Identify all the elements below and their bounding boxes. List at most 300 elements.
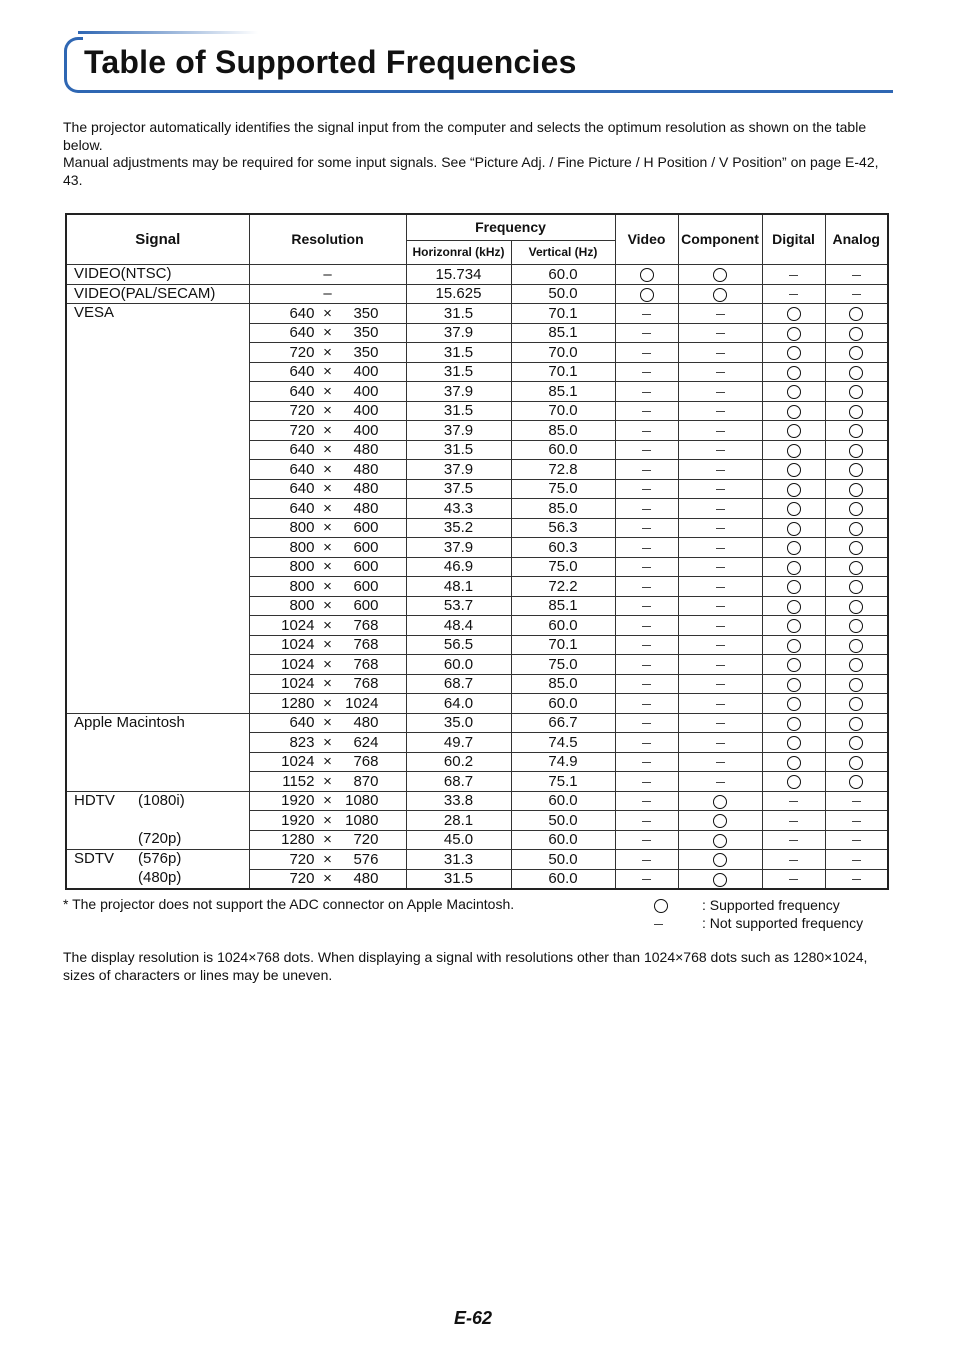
resolution-width: 640 [289,441,315,459]
digital-cell [762,694,825,714]
supported-circle-icon [787,600,801,614]
analog-cell [825,811,888,831]
not-supported-dash-icon [642,431,651,432]
resolution-width: 800 [289,538,315,556]
video-cell [615,791,678,811]
component-cell [678,304,762,324]
legend-not-supported-label: : Not supported frequency [702,915,864,931]
supported-circle-icon [787,717,801,731]
supported-circle-icon [787,444,801,458]
vertical-freq-cell: 75.1 [511,772,615,792]
horizontal-freq-cell: 33.8 [406,791,511,811]
resolution-cell [249,401,406,421]
digital-cell [762,811,825,831]
header-video: Video [615,214,678,265]
resolution-height: 480 [353,480,379,498]
resolution-height: 600 [353,577,379,595]
video-cell [615,694,678,714]
resolution-width: 1024 [281,675,315,693]
resolution-height: 400 [353,421,379,439]
video-cell [615,674,678,694]
resolution-width: 640 [289,382,315,400]
resolution-height: 1024 [345,694,379,712]
times-sign: × [323,831,332,849]
supported-circle-icon [640,268,654,282]
resolution-cell [249,362,406,382]
supported-circle-icon [849,658,863,672]
resolution-height: 350 [353,343,379,361]
vertical-freq-cell: 85.0 [511,499,615,519]
not-supported-dash-icon [642,645,651,646]
not-supported-dash-icon [642,626,651,627]
supported-circle-icon [713,795,727,809]
times-sign: × [323,343,332,361]
video-cell [615,538,678,558]
vertical-freq-cell: 74.9 [511,752,615,772]
intro-text [63,119,893,189]
supported-circle-icon [787,424,801,438]
digital-cell [762,635,825,655]
vertical-freq-cell: 70.1 [511,304,615,324]
not-supported-dash-icon [642,782,651,783]
resolution-height: 400 [353,402,379,420]
not-supported-dash-icon [716,528,725,529]
title-frame-left-border [64,37,83,93]
analog-cell [825,557,888,577]
legend-circle-icon [650,896,702,914]
analog-cell [825,772,888,792]
component-cell [678,752,762,772]
resolution-cell [249,421,406,441]
digital-cell [762,382,825,402]
component-cell [678,655,762,675]
vertical-freq-cell: 60.3 [511,538,615,558]
video-cell [615,811,678,831]
digital-cell [762,869,825,889]
not-supported-dash-icon [642,704,651,705]
video-cell [615,479,678,499]
vertical-freq-cell: 70.1 [511,635,615,655]
times-sign: × [323,811,332,829]
supported-circle-icon [787,327,801,341]
resolution-height: 350 [353,324,379,342]
horizontal-freq-cell: 48.1 [406,577,511,597]
digital-cell [762,362,825,382]
not-supported-dash-icon [642,450,651,451]
not-supported-dash-icon [642,372,651,373]
analog-cell [825,713,888,733]
supported-circle-icon [787,483,801,497]
horizontal-freq-cell: 31.5 [406,304,511,324]
horizontal-freq-cell: 31.5 [406,343,511,363]
analog-cell [825,323,888,343]
not-supported-dash-icon [716,392,725,393]
component-cell [678,850,762,870]
resolution-dash: – [323,285,332,303]
resolution-cell [249,343,406,363]
not-supported-dash-icon [642,392,651,393]
vertical-freq-cell: 85.0 [511,421,615,441]
not-supported-dash-icon [716,704,725,705]
resolution-height: 480 [353,870,379,888]
analog-cell [825,694,888,714]
supported-circle-icon [713,268,727,282]
horizontal-freq-cell: 37.9 [406,538,511,558]
analog-cell [825,479,888,499]
times-sign: × [323,499,332,517]
not-supported-dash-icon [716,782,725,783]
analog-cell [825,850,888,870]
analog-cell [825,401,888,421]
horizontal-freq-cell: 35.0 [406,713,511,733]
resolution-height: 600 [353,519,379,537]
vertical-freq-cell: 66.7 [511,713,615,733]
table-row [66,791,888,811]
not-supported-dash-icon [642,587,651,588]
video-cell [615,733,678,753]
vertical-freq-cell: 60.0 [511,265,615,285]
supported-circle-icon [849,717,863,731]
signal-label: SDTV [74,850,115,867]
supported-circle-icon [849,775,863,789]
analog-cell [825,421,888,441]
component-cell [678,577,762,597]
title-frame-top-border [78,31,258,34]
resolution-cell [249,440,406,460]
not-supported-dash-icon [789,275,798,276]
digital-cell [762,557,825,577]
digital-cell [762,304,825,324]
resolution-width: 720 [289,870,315,888]
analog-cell [825,538,888,558]
signal-cell [66,265,249,285]
horizontal-freq-cell: 53.7 [406,596,511,616]
resolution-height: 1080 [345,792,379,810]
times-sign: × [323,733,332,751]
digital-cell [762,538,825,558]
times-sign: × [323,850,332,868]
times-sign: × [323,714,332,732]
component-cell [678,382,762,402]
times-sign: × [323,577,332,595]
resolution-cell [249,323,406,343]
header-vertical: Vertical (Hz) [511,241,615,265]
vertical-freq-cell: 74.5 [511,733,615,753]
digital-cell [762,323,825,343]
video-cell [615,752,678,772]
not-supported-dash-icon [716,567,725,568]
component-cell [678,401,762,421]
supported-circle-icon [787,541,801,555]
supported-circle-icon [849,561,863,575]
digital-cell [762,752,825,772]
legend-supported [650,896,863,914]
signal-cell [66,850,249,870]
not-supported-dash-icon [716,684,725,685]
analog-cell [825,791,888,811]
supported-circle-icon [849,483,863,497]
resolution-width: 640 [289,714,315,732]
resolution-width: 1280 [281,831,315,849]
supported-circle-icon [849,678,863,692]
not-supported-dash-icon [642,840,651,841]
vertical-freq-cell: 75.0 [511,479,615,499]
resolution-cell [249,538,406,558]
resolution-width: 720 [289,421,315,439]
signal-cell [66,713,249,791]
not-supported-dash-icon [716,333,725,334]
legend-supported-label: : Supported frequency [702,897,840,913]
horizontal-freq-cell: 68.7 [406,772,511,792]
video-cell [615,557,678,577]
video-cell [615,635,678,655]
not-supported-dash-icon [642,723,651,724]
resolution-cell [249,694,406,714]
resolution-cell [249,811,406,831]
not-supported-dash-icon [716,431,725,432]
resolution-height: 480 [353,460,379,478]
not-supported-dash-icon [642,821,651,822]
resolution-height: 870 [353,772,379,790]
analog-cell [825,499,888,519]
component-cell [678,830,762,850]
component-cell [678,440,762,460]
component-cell [678,284,762,304]
video-cell [615,343,678,363]
resolution-width: 800 [289,558,315,576]
resolution-width: 640 [289,480,315,498]
not-supported-dash-icon [642,548,651,549]
not-supported-dash-icon [642,684,651,685]
supported-circle-icon [640,288,654,302]
not-supported-dash-icon [716,489,725,490]
not-supported-dash-icon [852,879,861,880]
component-cell [678,323,762,343]
analog-cell [825,460,888,480]
vertical-freq-cell: 60.0 [511,616,615,636]
table-row [66,850,888,870]
supported-circle-icon [849,619,863,633]
component-cell [678,499,762,519]
not-supported-dash-icon [716,314,725,315]
resolution-cell [249,499,406,519]
vertical-freq-cell: 56.3 [511,518,615,538]
supported-circle-icon [787,697,801,711]
times-sign: × [323,616,332,634]
not-supported-dash-icon [716,665,725,666]
resolution-cell [249,655,406,675]
resolution-height: 480 [353,714,379,732]
times-sign: × [323,870,332,888]
resolution-height: 1080 [345,811,379,829]
not-supported-dash-icon [716,587,725,588]
component-cell [678,265,762,285]
not-supported-dash-icon [642,353,651,354]
table-body [66,265,888,890]
header-analog: Analog [825,214,888,265]
component-cell [678,694,762,714]
component-cell [678,674,762,694]
video-cell [615,616,678,636]
table-row [66,304,888,324]
horizontal-freq-cell: 48.4 [406,616,511,636]
vertical-freq-cell: 60.0 [511,694,615,714]
resolution-cell [249,772,406,792]
horizontal-freq-cell: 35.2 [406,518,511,538]
resolution-width: 1024 [281,753,315,771]
analog-cell [825,382,888,402]
video-cell [615,382,678,402]
resolution-height: 768 [353,636,379,654]
supported-circle-icon [713,834,727,848]
not-supported-dash-icon [642,314,651,315]
vertical-freq-cell: 70.0 [511,401,615,421]
resolution-height: 600 [353,558,379,576]
horizontal-freq-cell: 64.0 [406,694,511,714]
resolution-width: 1152 [282,772,315,790]
vertical-freq-cell: 85.0 [511,674,615,694]
video-cell [615,596,678,616]
digital-cell [762,518,825,538]
digital-cell [762,284,825,304]
resolution-cell [249,304,406,324]
supported-circle-icon [787,756,801,770]
analog-cell [825,869,888,889]
supported-circle-icon [787,502,801,516]
signal-cell [66,830,249,850]
resolution-cell [249,284,406,304]
signal-label: Apple Macintosh [74,713,185,731]
analog-cell [825,265,888,285]
horizontal-freq-cell: 56.5 [406,635,511,655]
supported-circle-icon [849,736,863,750]
not-supported-dash-icon [642,567,651,568]
supported-circle-icon [849,600,863,614]
supported-circle-icon [713,288,727,302]
resolution-height: 768 [353,616,379,634]
video-cell [615,460,678,480]
supported-circle-icon [849,327,863,341]
resolution-cell [249,674,406,694]
resolution-height: 768 [353,655,379,673]
horizontal-freq-cell: 31.5 [406,401,511,421]
resolution-width: 640 [289,460,315,478]
video-cell [615,655,678,675]
digital-cell [762,440,825,460]
times-sign: × [323,694,332,712]
not-supported-dash-icon [789,840,798,841]
header-component: Component [678,214,762,265]
times-sign: × [323,421,332,439]
video-cell [615,869,678,889]
vertical-freq-cell: 50.0 [511,284,615,304]
resolution-width: 1024 [281,616,315,634]
digital-cell [762,616,825,636]
resolution-cell [249,869,406,889]
supported-circle-icon [787,639,801,653]
supported-circle-icon [849,385,863,399]
resolution-width: 823 [289,733,315,751]
resolution-cell [249,577,406,597]
component-cell [678,343,762,363]
resolution-cell [249,382,406,402]
component-cell [678,557,762,577]
signal-cell [66,304,249,714]
horizontal-freq-cell: 60.2 [406,752,511,772]
not-supported-dash-icon [716,762,725,763]
resolution-cell [249,830,406,850]
component-cell [678,772,762,792]
digital-cell [762,674,825,694]
horizontal-freq-cell: 43.3 [406,499,511,519]
legend-dash-icon [650,914,702,932]
supported-circle-icon [787,736,801,750]
not-supported-dash-icon [642,470,651,471]
resolution-cell [249,518,406,538]
signal-cell [66,791,249,830]
signal-label: VESA [74,304,115,321]
horizontal-freq-cell: 46.9 [406,557,511,577]
not-supported-dash-icon [642,489,651,490]
analog-cell [825,674,888,694]
resolution-width: 1024 [281,655,315,673]
vertical-freq-cell: 72.8 [511,460,615,480]
header-frequency: Frequency [406,214,615,241]
table-row [66,869,888,889]
resolution-height: 400 [353,363,379,381]
resolution-width: 640 [289,324,315,342]
horizontal-freq-cell: 37.5 [406,479,511,499]
digital-cell [762,265,825,285]
video-cell [615,421,678,441]
not-supported-dash-icon [716,723,725,724]
supported-circle-icon [713,853,727,867]
video-cell [615,323,678,343]
horizontal-freq-cell: 49.7 [406,733,511,753]
times-sign: × [323,753,332,771]
resolution-cell [249,791,406,811]
supported-circle-icon [849,522,863,536]
vertical-freq-cell: 50.0 [511,850,615,870]
not-supported-dash-icon [642,801,651,802]
supported-circle-icon [787,405,801,419]
vertical-freq-cell: 85.1 [511,382,615,402]
video-cell [615,577,678,597]
supported-circle-icon [787,561,801,575]
page-number: E-62 [454,1308,493,1328]
not-supported-dash-icon [642,333,651,334]
analog-cell [825,577,888,597]
digital-cell [762,713,825,733]
video-cell [615,713,678,733]
resolution-cell [249,752,406,772]
component-cell [678,713,762,733]
not-supported-dash-icon [789,879,798,880]
resolution-height: 480 [353,499,379,517]
component-cell [678,869,762,889]
signal-label: HDTV [74,791,115,809]
resolution-cell [249,265,406,285]
supported-circle-icon [787,522,801,536]
resolution-height: 768 [353,675,379,693]
supported-circle-icon [849,424,863,438]
table-row [66,830,888,850]
not-supported-dash-icon [716,743,725,744]
times-sign: × [323,324,332,342]
horizontal-freq-cell: 28.1 [406,811,511,831]
supported-circle-icon [713,873,727,887]
header-horizontal: Horizonral (kHz) [406,241,511,265]
